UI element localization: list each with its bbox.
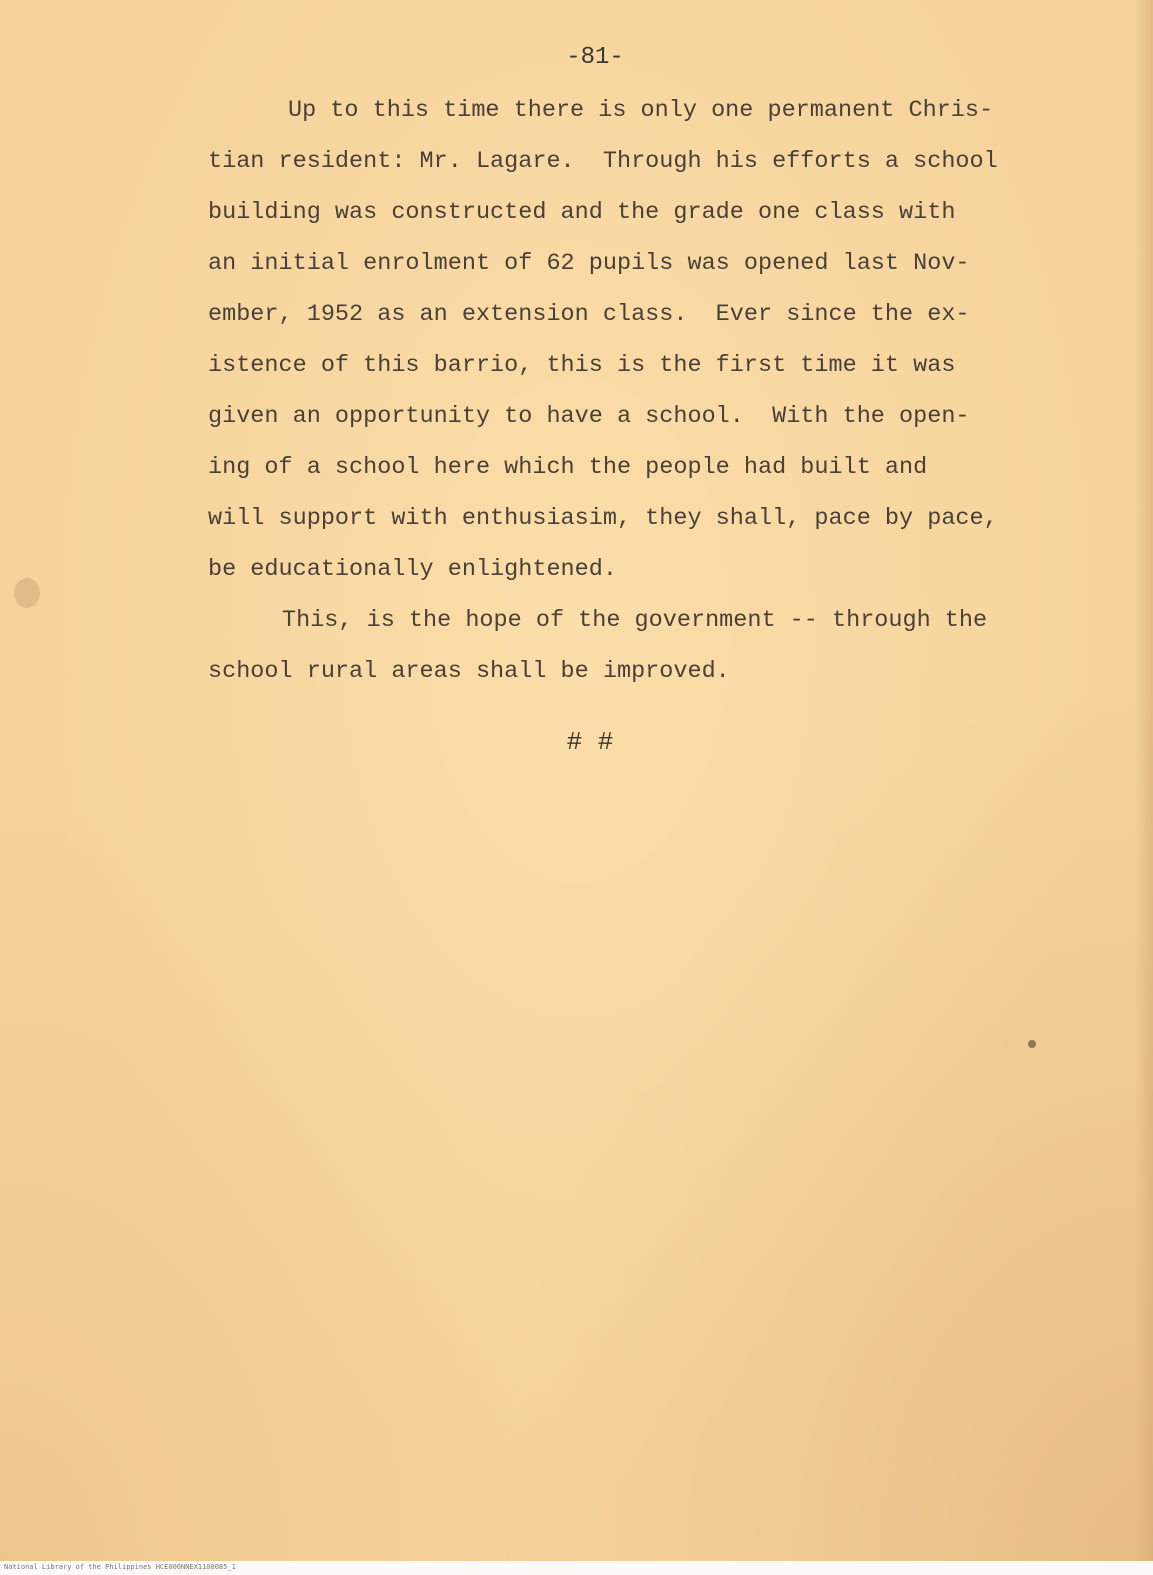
text-line: This, is the hope of the government -- through the [282,607,988,634]
text-line: tian resident: Mr. Lagare. Through his efforts a school [208,148,998,175]
end-mark: # # [566,727,614,757]
text-line: ember, 1952 as an extension class. Ever since the ex- [208,301,970,328]
text-line: school rural areas shall be improved. [208,658,730,685]
text-line: will support with enthusiasim, they shall, pace by pace, [208,505,998,532]
text-line: given an opportunity to have a school. With the open- [208,403,970,430]
text-line: building was constructed and the grade one class with [208,199,956,226]
text-line: istence of this barrio, this is the first time it was [208,352,956,379]
page-number: -81- [566,44,624,71]
text-line: ing of a school here which the people had built and [208,454,928,481]
text-line: Up to this time there is only one permanent Chris- [288,97,994,124]
scan-footer-text: National Library of the Philippines HCE000NNEX1100085_1 [4,1563,236,1571]
paper-stain [1028,1040,1036,1048]
text-line: an initial enrolment of 62 pupils was opened last Nov- [208,250,970,277]
text-line: be educationally enlightened. [208,556,617,583]
page-edge-shadow [1135,0,1153,1575]
paper-stain [14,578,40,608]
body-text [208,85,1088,697]
